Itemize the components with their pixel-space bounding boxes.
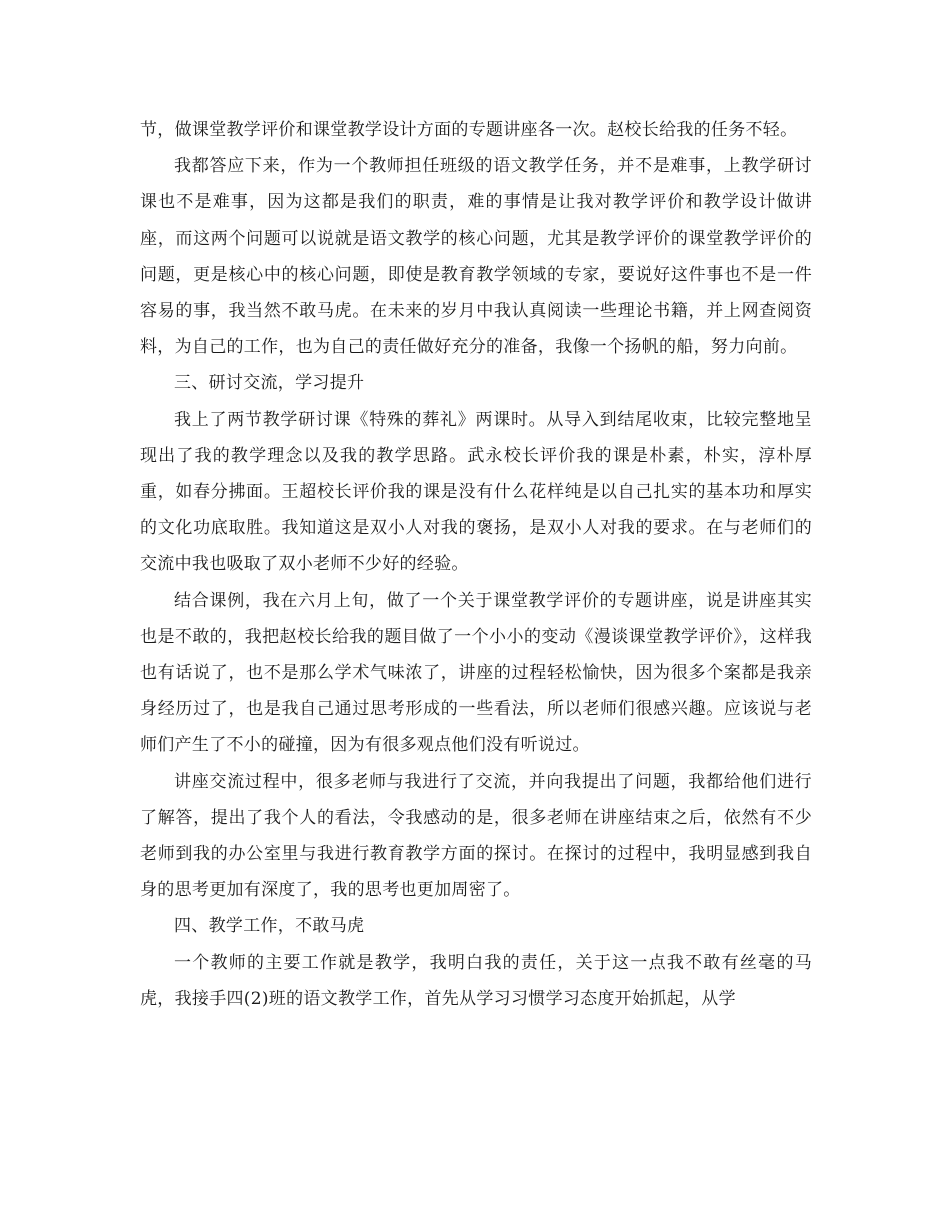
paragraph-continuation: 节，做课堂教学评价和课堂教学设计方面的专题讲座各一次。赵校长给我的任务不轻。: [140, 120, 798, 140]
paragraph-teaching-work: 一个教师的主要工作就是教学，我明白我的责任，关于这一点我不敢有丝毫的马虎，我接手四(2)班的语文教学工作，首先从学习习惯学习态度开始抓起，从学: [140, 952, 812, 1009]
section-heading-3: 三、研讨交流，学习提升: [174, 373, 365, 394]
paragraph-lecture-exchange: 讲座交流过程中，很多老师与我进行了交流，并向我提出了问题，我都给他们进行了解答，提出了我个人的看法，令我感动的是，很多老师在讲座结束之后，依然有不少老师到我的办公室里与我进行教育教学方面的探讨。在探讨的过程中，我明显感到我自身的思考更加有深度了，我的思考也更加周密了。: [140, 771, 812, 901]
section-heading-4: 四、教学工作，不敢马虎: [174, 916, 365, 937]
paragraph-research-lessons: 我上了两节教学研讨课《特殊的葬礼》两课时。从导入到结尾收束，比较完整地呈现出了我的教学理念以及我的教学思路。武永校长评价我的课是朴素，朴实，淳朴厚重，如春分拂面。王超校长评价我的课是没有什么花样纯是以自己扎实的基本功和厚实的文化功底取胜。我知道这是双小人对我的褒扬，是双小人对我的要求。在与老师们的交流中我也吸取了双小老师不少好的经验。: [140, 409, 812, 575]
paragraph-accepting-task: 我都答应下来，作为一个教师担任班级的语文教学任务，并不是难事，上教学研讨课也不是难事，因为这都是我们的职责，难的事情是让我对教学评价和教学设计做讲座，而这两个问题可以说就是语文教学的核心问题，尤其是教学评价的课堂教学评价的问题，更是核心中的核心问题，即使是教育教学领域的专家，要说好这件事也不是一件容易的事，我当然不敢马虎。在未来的岁月中我认真阅读一些理论书籍，并上网查阅资料，为自己的工作，也为自己的责任做好充分的准备，我像一个扬帆的船，努力向前。: [140, 156, 812, 358]
paragraph-lecture: 结合课例，我在六月上旬，做了一个关于课堂教学评价的专题讲座，说是讲座其实也是不敢的，我把赵校长给我的题目做了一个小小的变动《漫谈课堂教学评价》，这样我也有话说了，也不是那么学术气味浓了，讲座的过程轻松愉快，因为很多个案都是我亲身经历过了，也是我自己通过思考形成的一些看法，所以老师们很感兴趣。应该说与老师们产生了不小的碰撞，因为有很多观点他们没有听说过。: [140, 590, 812, 756]
document-body: [140, 112, 812, 1017]
